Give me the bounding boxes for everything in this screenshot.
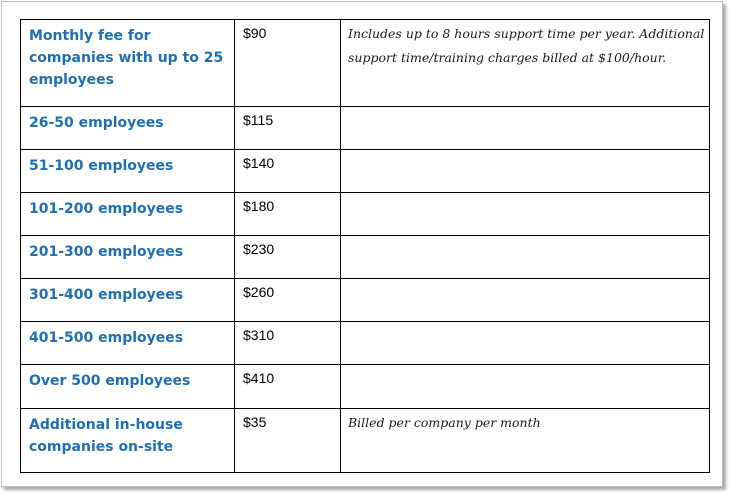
- price-cell: [235, 365, 341, 409]
- table-row: [21, 279, 710, 322]
- tier-note: [341, 322, 709, 324]
- tier-price: $180: [243, 198, 275, 214]
- tier-label-cell: [21, 150, 235, 193]
- tier-price: $90: [243, 25, 267, 41]
- tier-price: $140: [243, 155, 275, 171]
- tier-note: Billed per company per month: [348, 415, 541, 430]
- price-cell: [235, 236, 341, 279]
- table-row: [21, 322, 710, 365]
- tier-note: Includes up to 8 hours support time per year. Additional support time/training charges billed at $100/hour.: [348, 26, 705, 65]
- note-cell: [341, 193, 710, 236]
- table-row: [21, 150, 710, 193]
- tier-price: $260: [243, 284, 275, 300]
- tier-note: [341, 150, 709, 152]
- pricing-table: [20, 19, 710, 473]
- table-row: [21, 193, 710, 236]
- tier-price: $310: [243, 327, 275, 343]
- tier-label-cell: [21, 409, 235, 473]
- tier-label-cell: [21, 279, 235, 322]
- note-cell: [341, 409, 710, 473]
- note-cell: [341, 150, 710, 193]
- table-row: [21, 20, 710, 107]
- tier-label-cell: [21, 193, 235, 236]
- price-cell: [235, 20, 341, 107]
- tier-price: $115: [243, 112, 274, 128]
- note-cell: [341, 322, 710, 365]
- table-row: [21, 107, 710, 150]
- tier-price: $35: [243, 414, 267, 430]
- tier-label: 201-300 employees: [29, 244, 184, 260]
- price-cell: [235, 409, 341, 473]
- tier-label: Over 500 employees: [29, 373, 191, 389]
- table-row: [21, 236, 710, 279]
- note-cell: [341, 20, 710, 107]
- tier-note: [341, 236, 709, 238]
- price-cell: [235, 193, 341, 236]
- document-frame: [1, 1, 723, 487]
- tier-note: [341, 107, 709, 109]
- tier-label: 51-100 employees: [29, 158, 174, 174]
- tier-label: 26-50 employees: [29, 115, 164, 131]
- tier-label: 401-500 employees: [29, 330, 184, 346]
- tier-label-cell: [21, 20, 235, 107]
- tier-label-cell: [21, 365, 235, 409]
- price-cell: [235, 107, 341, 150]
- tier-price: $410: [243, 370, 275, 386]
- note-cell: [341, 107, 710, 150]
- note-cell: [341, 365, 710, 409]
- note-cell: [341, 279, 710, 322]
- table-row: [21, 365, 710, 409]
- tier-note: [341, 279, 709, 281]
- tier-label: 101-200 employees: [29, 201, 184, 217]
- note-cell: [341, 236, 710, 279]
- tier-label: Additional in-house companies on-site: [29, 417, 183, 455]
- price-cell: [235, 322, 341, 365]
- tier-label-cell: [21, 322, 235, 365]
- tier-price: $230: [243, 241, 275, 257]
- tier-note: [341, 365, 709, 367]
- tier-note: [341, 193, 709, 195]
- price-cell: [235, 279, 341, 322]
- tier-label: 301-400 employees: [29, 287, 184, 303]
- tier-label: Monthly fee for companies with up to 25 employees: [29, 28, 224, 88]
- price-cell: [235, 150, 341, 193]
- tier-label-cell: [21, 107, 235, 150]
- tier-label-cell: [21, 236, 235, 279]
- table-row: [21, 409, 710, 473]
